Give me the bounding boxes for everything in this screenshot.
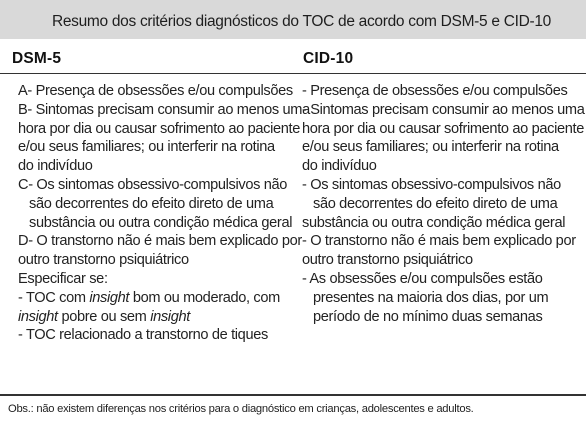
cid10-criterion-line: e/ou seus familiares; ou interferir na rotina [302,139,559,156]
cid10-criterion-line: são decorrentes do efeito direto de uma [313,195,558,212]
dsm5-criterion-line: do indivíduo [18,158,93,175]
header-row [0,41,586,73]
cid10-criterion-line: - Sintomas precisam consumir ao menos uma [302,101,585,118]
footer-divider [0,394,586,396]
dsm5-header: DSM-5 [12,50,62,67]
dsm5-criterion-line: - TOC relacionado a transtorno de tiques [18,327,268,344]
dsm5-criterion-line: C- Os sintomas obsessivo-compulsivos não [18,176,288,193]
dsm5-criterion-line: outro transtorno psiquiátrico [18,252,189,269]
table-title: Resumo dos critérios diagnósticos do TOC de acordo com DSM-5 e CID-10 [51,12,551,30]
header-divider [0,73,586,74]
table-title-band [0,0,586,39]
cid10-criterion-line: substância ou outra condição médica geral [302,214,566,231]
dsm5-criterion-line: - TOC com insight bom ou moderado, com [18,289,280,306]
dsm5-criterion-line: D- O transtorno não é mais bem explicado por [18,233,302,250]
cid10-criteria [302,82,584,326]
cid10-criterion-line: hora por dia ou causar sofrimento ao paciente [302,120,584,137]
dsm5-criterion-line: B- Sintomas precisam consumir ao menos uma [18,101,310,118]
cid10-header: CID-10 [303,50,354,67]
cid10-criterion-line: - O transtorno não é mais bem explicado por [302,233,576,250]
cid10-criterion-line: - Os sintomas obsessivo-compulsivos não [302,176,561,193]
dsm5-criterion-line: insight pobre ou sem insight [18,308,190,325]
cid10-criterion-line: presentes na maioria dos dias, por um [313,289,549,306]
dsm5-criterion-line: e/ou seus familiares; ou interferir na rotina [18,139,275,156]
cid10-criterion-line: - Presença de obsessões e/ou compulsões [302,83,568,99]
dsm5-criterion-line: Especificar se: [18,270,108,287]
dsm5-criteria [18,82,310,345]
cid10-criterion-line: do indivíduo [302,158,377,175]
dsm5-criterion-line: são decorrentes do efeito direto de uma [29,195,274,212]
dsm5-criterion-line: substância ou outra condição médica geral [29,214,293,231]
cid10-criterion-line: outro transtorno psiquiátrico [302,252,473,269]
dsm5-criterion-line: A- Presença de obsessões e/ou compulsões [18,83,293,99]
cid10-criterion-line: - As obsessões e/ou compulsões estão [302,270,543,287]
dsm5-criterion-line: hora por dia ou causar sofrimento ao paciente [18,120,300,137]
table-note: Obs.: não existem diferenças nos critérios para o diagnóstico em crianças, adolescentes e adultos. [8,403,474,415]
cid10-criterion-line: período de no mínimo duas semanas [313,308,543,325]
